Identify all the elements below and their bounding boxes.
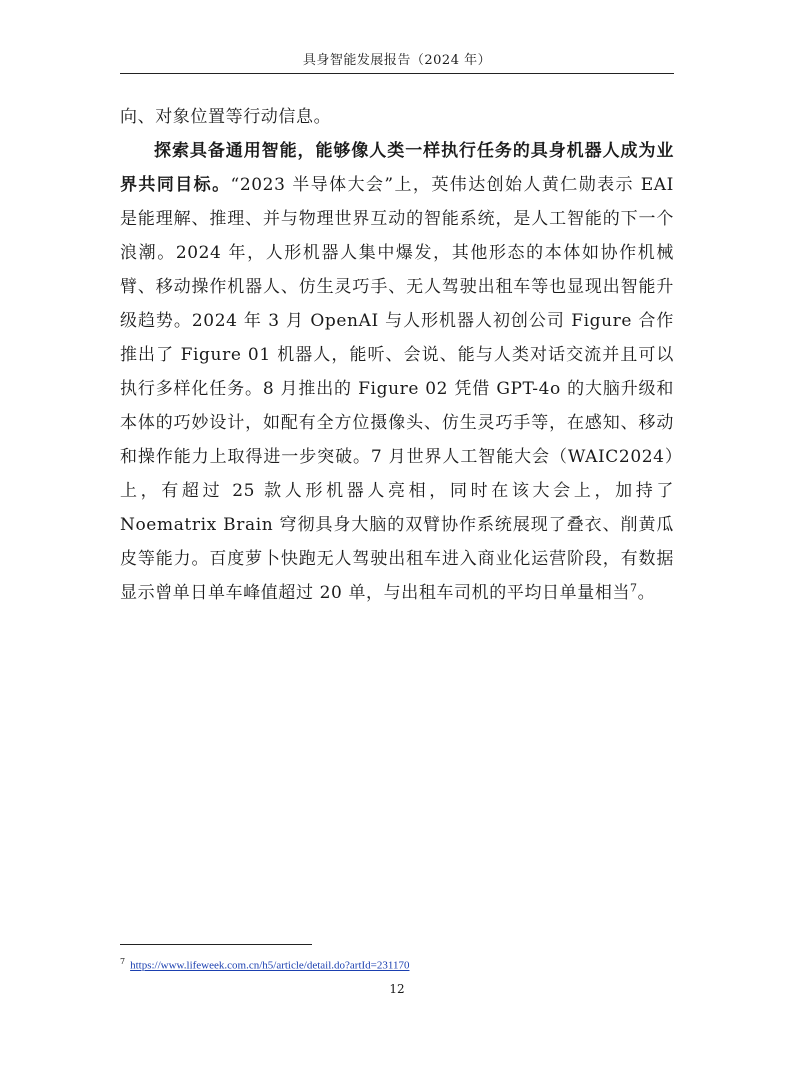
running-header: 具身智能发展报告（2024 年）: [302, 53, 492, 68]
footnote: [120, 954, 409, 974]
paragraph-continuation: 向、对象位置等行动信息。: [120, 107, 332, 127]
footnote-reference[interactable]: 7: [630, 581, 638, 595]
footnote-number: 7: [120, 957, 126, 966]
header-rule: [120, 73, 674, 74]
paragraph-main: [120, 134, 674, 610]
footnote-rule: [120, 944, 312, 945]
body-text: [120, 100, 674, 610]
paragraph-bold-lead: 探索具备通用智能，能够像人类一样执行任务的具身机器人成为业界共同目标。: [120, 141, 674, 195]
page-number: 12: [389, 982, 405, 996]
paragraph-end: 。: [637, 583, 656, 603]
paragraph-text: “2023 半导体大会”上，英伟达创始人黄仁勋表示 EAI 是能理解、推理、并与物理世界互动的智能系统，是人工智能的下一个浪潮。2024 年，人形机器人集中爆发，其他形态的本体如协作机械臂、移动操作机器人、仿生灵巧手、无人驾驶出租车等也显现出智能升级趋势。2024 年 3 月 OpenAI 与人形机器人初创公司 Figure 合作推出了 Figure 01 机器人，能听、会说、能与人类对话交流并且可以执行多样化任务。8 月推出的 Figure 02 凭借 GPT-4o 的大脑升级和本体的巧妙设计，如配有全方位摄像头、仿生灵巧手等，在感知、移动和操作能力上取得进一步突破。7 月世界人工智能大会（WAIC2024）上，有超过 25 款人形机器人亮相，同时在该大会上，加持了 Noematrix Brain 穹彻具身大脑的双臂协作系统展现了叠衣、削黄瓜皮等能力。百度萝卜快跑无人驾驶出租车进入商业化运营阶段，有数据显示曾单日单车峰值超过 20 单，与出租车司机的平均日单量相当: [120, 175, 674, 603]
footnote-link[interactable]: https://www.lifeweek.com.cn/h5/article/detail.do?artId=231170: [130, 959, 410, 972]
